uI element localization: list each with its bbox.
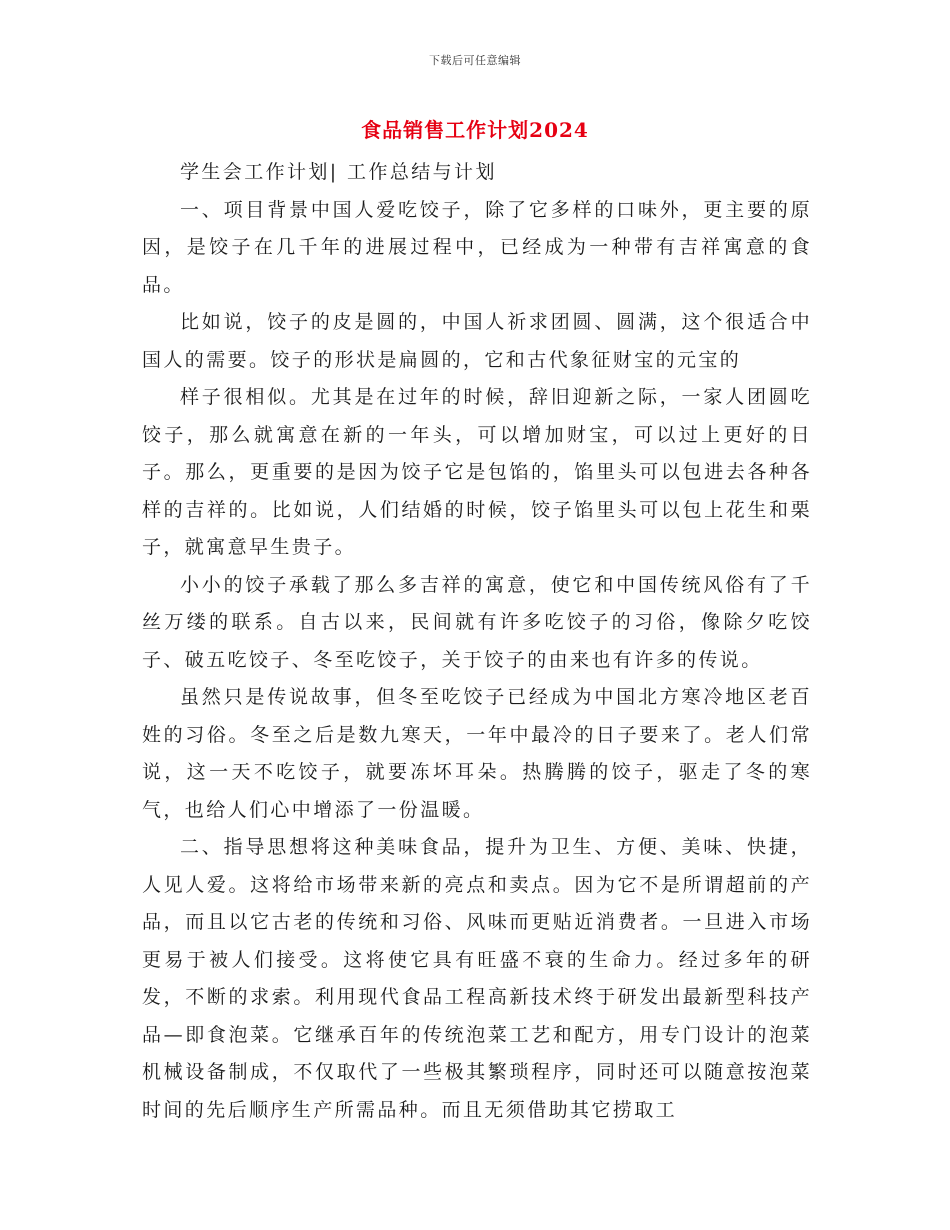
document-body <box>142 154 812 1129</box>
header-note: 下载后可任意编辑 <box>429 54 521 67</box>
paragraph: 二、指导思想将这种美味食品，提升为卫生、方便、美味、快捷，人见人爱。这将给市场带来新的亮点和卖点。因为它不是所谓超前的产品，而且以它古老的传统和习俗、风味而更贴近消费者。一旦进入市场更易于被人们接受。这将使它具有旺盛不衰的生命力。经过多年的研发，不断的求索。利用现代食品工程高新技术终于研发出最新型科技产品—即食泡菜。它继承百年的传统泡菜工艺和配方，用专门设计的泡菜机械设备制成，不仅取代了一些极其繁琐程序，同时还可以随意按泡菜时间的先后顺序生产所需品种。而且无须借助其它捞取工 <box>142 836 812 1121</box>
paragraph: 比如说，饺子的皮是圆的，中国人祈求团圆、圆满，这个很适合中国人的需要。饺子的形状是扁圆的，它和古代象征财宝的元宝的 <box>142 311 812 371</box>
paragraph: 小小的饺子承载了那么多吉祥的寓意，使它和中国传统风俗有了千丝万缕的联系。自古以来，民间就有许多吃饺子的习俗，像除夕吃饺子、破五吃饺子、冬至吃饺子，关于饺子的由来也有许多的传说。 <box>142 573 812 671</box>
paragraph: 一、项目背景中国人爱吃饺子，除了它多样的口味外，更主要的原因，是饺子在几千年的进展过程中，已经成为一种带有吉祥寓意的食品。 <box>142 198 812 296</box>
paragraph: 虽然只是传说故事，但冬至吃饺子已经成为中国北方寒冷地区老百姓的习俗。冬至之后是数九寒天，一年中最冷的日子要来了。老人们常说，这一天不吃饺子，就要冻坏耳朵。热腾腾的饺子，驱走了冬的寒气，也给人们心中增添了一份温暖。 <box>142 686 812 821</box>
paragraph: 样子很相似。尤其是在过年的时候，辞旧迎新之际，一家人团圆吃饺子，那么就寓意在新的一年头，可以增加财宝，可以过上更好的日子。那么，更重要的是因为饺子它是包馅的，馅里头可以包进去各种各样的吉祥的。比如说，人们结婚的时候，饺子馅里头可以包上花生和栗子，就寓意早生贵子。 <box>142 386 812 558</box>
paragraph: 学生会工作计划| 工作总结与计划 <box>180 161 497 183</box>
document-title: 食品销售工作计划2024 <box>361 118 589 142</box>
